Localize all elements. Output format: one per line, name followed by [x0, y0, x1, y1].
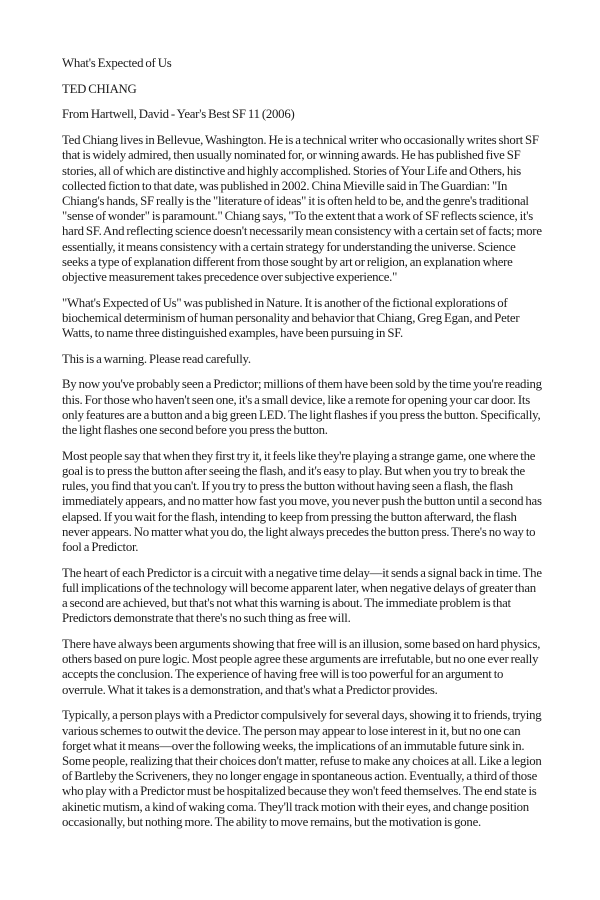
- paragraph: "What's Expected of Us" was published in Nature. It is another of the fictional explorations of biochemical determinism of human personality and behavior that Chiang, Greg Egan, and Peter Watts, to name three distinguished examples, have been pursuing in SF.: [62, 295, 520, 341]
- author-name: TED CHIANG: [62, 81, 137, 96]
- paragraph: Typically, a person plays with a Predictor compulsively for several days, showing it to friends, trying various schemes to outwit the device. The person may appear to lose interest in it, but no one can forget what it means—over the following weeks, the implications of an immutable future sink in. Some people, realizing that their choices don't matter, refuse to make any choices at all. Like a legion of Bartleby the Scriveners, they no longer engage in spontaneous action. Eventually, a third of those who play with a Predictor must be hospitalized because they won't feed themselves. The end state is akinetic mutism, a kind of waking coma. They'll track motion with their eyes, and change position occasionally, but nothing more. The ability to move remains, but the motivation is gone.: [62, 708, 542, 829]
- paragraph: There have always been arguments showing that free will is an illusion, some based on hard physics, others based on pure logic. Most people agree these arguments are irrefutable, but no one ever really accepts the conclusion. The experience of having free will is too powerful for an argument to overrule. What it takes is a demonstration, and that's what a Predictor provides.: [62, 637, 541, 697]
- paragraph: Most people say that when they first try it, it feels like they're playing a strange game, one where the goal is to press the button after seeing the flash, and it's easy to play. But when you try to break the rules, you find that you can't. If you try to press the button without having seen a flash, the flash immediately appears, and no matter how fast you move, you never push the button until a second has elapsed. If you wait for the flash, intending to keep from pressing the button afterward, the flash never appears. No matter what you do, the light always precedes the button press. There's no way to fool a Predictor.: [62, 448, 542, 554]
- paragraph: This is a warning. Please read carefully.: [62, 351, 251, 366]
- source-line: From Hartwell, David - Year's Best SF 11 (2006): [62, 107, 295, 122]
- paragraph: Ted Chiang lives in Bellevue, Washington. He is a technical writer who occasionally writes short SF that is widely admired, then usually nominated for, or winning awards. He has published five SF stories, all of which are distinctive and highly accomplished. Stories of Your Life and Others, his collected fiction to that date, was published in 2002. China Mieville said in The Guardian: "In Chiang's hands, SF really is the "literature of ideas" it is often held to be, and the genre's traditional "sense of wonder" is paramount." Chiang says, "To the extent that a work of SF reflects science, it's hard SF. And reflecting science doesn't necessarily mean consistency with a certain set of facts; more essentially, it means consistency with a certain strategy for understanding the universe. Science seeks a type of explanation different from those sought by art or religion, an explanation where objective measurement takes precedence over subjective experience.": [62, 133, 542, 284]
- paragraph-list: [62, 133, 542, 830]
- paragraph: The heart of each Predictor is a circuit with a negative time delay—it sends a signal back in time. The full implications of the technology will become apparent later, when negative delays of greater than a second are achieved, but that's not what this warning is about. The immediate problem is that Predictors demonstrate that there's no such thing as free will.: [62, 565, 542, 626]
- story-title: What's Expected of Us: [62, 56, 172, 70]
- paragraph: By now you've probably seen a Predictor; millions of them have been sold by the time you're reading this. For those who haven't seen one, it's a small device, like a remote for opening your car door. Its only features are a button and a big green LED. The light flashes if you press the button. Specifically, the light flashes one second before you press the button.: [62, 377, 542, 438]
